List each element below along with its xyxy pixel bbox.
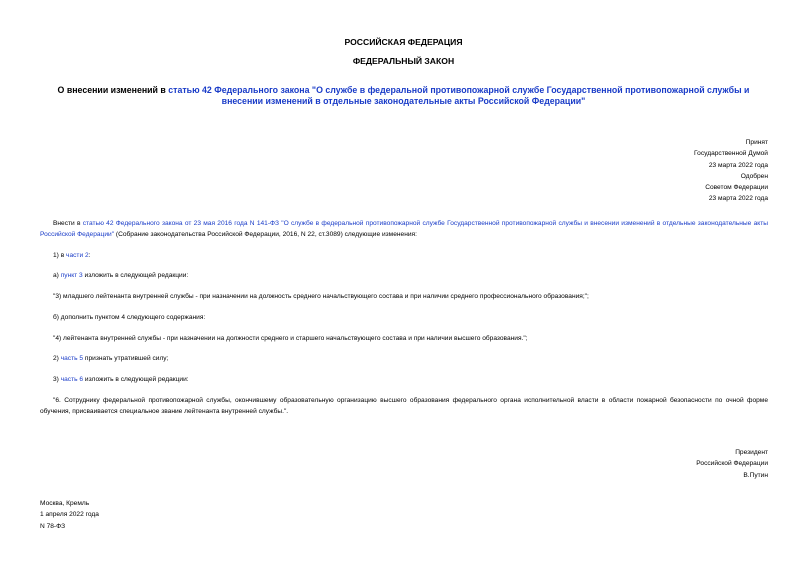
adopted-by: Государственной Думой [694, 150, 768, 158]
law-title [40, 85, 767, 107]
part-6-link[interactable]: часть 6 [60, 376, 84, 383]
approved-by: Советом Федерации [705, 184, 768, 192]
place: Москва, Кремль [40, 500, 90, 507]
adopted-date: 23 марта 2022 года [708, 161, 768, 169]
signature-block [696, 447, 768, 481]
item-3 [53, 374, 768, 385]
part-2-link[interactable]: части 2 [66, 252, 89, 259]
title-article-link[interactable]: статью 42 Федерального закона "О службе в федеральной противопожарной службе Государственной противопожарной службы и внесении изменений в отдельные законодательные акты Российской Федерации" [168, 85, 750, 106]
country-heading: РОССИЙСКАЯ ФЕДЕРАЦИЯ [344, 37, 463, 47]
item-3-prefix: 3) [53, 376, 61, 383]
part-5-link[interactable]: часть 5 [60, 355, 84, 362]
intro-article-link[interactable]: статью 42 Федерального закона от 23 мая 2016 года N 141-ФЗ "О службе в федеральной противопожарной службе Государственной противопожарной службы и внесении изменений в отдельные законодательные акты Российской Федерации" [40, 220, 768, 238]
signature-title: Президент [735, 449, 768, 456]
item-2 [53, 353, 768, 364]
item-b: б) дополнить пунктом 4 следующего содержания: [53, 314, 206, 321]
item-1-prefix: 1) в [53, 252, 67, 259]
item-b-text: "4) лейтенанта внутренней службы - при назначении на должности среднего и старшего начальствующего состава и при наличии высшего образования."; [53, 335, 528, 342]
item-a-suffix: изложить в следующей редакции: [82, 272, 189, 279]
approved-date: 23 марта 2022 года [708, 195, 768, 203]
law-number: N 78-ФЗ [40, 522, 66, 530]
item-1-suffix: : [88, 252, 91, 259]
adopted-label: Принят [745, 139, 768, 146]
item-3-text: "6. Сотруднику федеральной противопожарной службы, окончившему образовательную организацию высшего образования федерального органа исполнительной власти в области пожарной безопасности по очной форме обучения, присваивается специальное звание лейтенанта внутренней службы.". [40, 397, 768, 415]
item-3-suffix: изложить в следующей редакции: [83, 376, 189, 383]
place-date-block [40, 498, 99, 532]
intro-prefix: Внести в [53, 220, 83, 227]
signature-name: В.Путин [743, 471, 768, 479]
point-3-link[interactable]: пункт 3 [60, 272, 83, 279]
doc-type-heading: ФЕДЕРАЛЬНЫЙ ЗАКОН [352, 56, 455, 66]
item-2-prefix: 2) [53, 355, 61, 362]
item-2-suffix: признать утратившей силу; [83, 355, 169, 362]
intro-paragraph [40, 218, 768, 240]
item-a-prefix: а) [53, 272, 61, 279]
item-a [53, 270, 768, 281]
sign-date: 1 апреля 2022 года [40, 511, 99, 519]
signature-country: Российской Федерации [696, 460, 768, 468]
intro-suffix: (Собрание законодательства Российской Федерации, 2016, N 22, ст.3089) следующие изменения: [114, 231, 417, 238]
item-1 [53, 250, 768, 261]
adoption-block [694, 137, 768, 205]
title-prefix: О внесении изменений в [57, 85, 169, 95]
approved-label: Одобрен [740, 172, 768, 180]
item-a-text: "3) младшего лейтенанта внутренней службы - при назначении на должность среднего начальствующего состава и при наличии среднего профессионального образования;"; [53, 293, 589, 300]
